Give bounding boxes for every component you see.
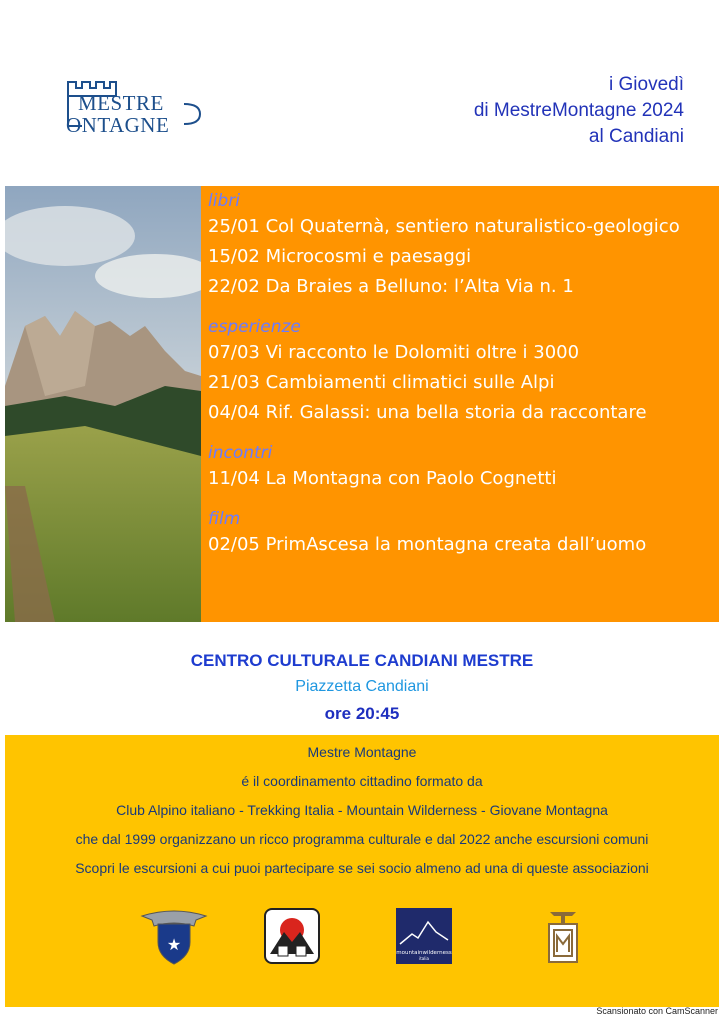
event-item: 21/03 Cambiamenti climatici sulle Alpi — [208, 372, 555, 393]
header-title — [474, 72, 684, 150]
category-label: libri — [208, 191, 240, 211]
logo-text-line2: ONTAGNE — [66, 113, 170, 137]
venue-name: CENTRO CULTURALE CANDIANI MESTRE — [190, 651, 534, 670]
program-group-film — [208, 508, 718, 560]
cai-logo — [140, 908, 208, 972]
category-label: film — [208, 509, 241, 529]
header-line-3: al Candiani — [588, 126, 684, 147]
event-item: 07/03 Vi racconto le Dolomiti oltre i 3000 — [208, 342, 580, 363]
mw-logo-text: mountainwilderness — [396, 950, 452, 956]
about-line: Mestre Montagne — [307, 744, 417, 760]
event-item: 15/02 Microcosmi e paesaggi — [208, 246, 472, 267]
logo-text-line1: MESTRE — [78, 91, 164, 115]
category-label: esperienze — [208, 317, 301, 337]
program-group-esperienze — [208, 316, 718, 428]
trekking-italia-logo — [264, 908, 320, 968]
scan-watermark: Scansionato con CamScanner — [596, 1006, 718, 1016]
giovane-montagna-logo — [546, 908, 580, 968]
mountain-wilderness-logo — [396, 908, 452, 968]
venue-place: Piazzetta Candiani — [295, 678, 429, 695]
header-line-1: i Giovedì — [609, 74, 684, 95]
event-item: 11/04 La Montagna con Paolo Cognetti — [208, 468, 557, 489]
program-group-libri — [208, 190, 718, 302]
mestre-montagne-logo — [66, 78, 206, 138]
venue-info — [0, 648, 724, 728]
about-line: Scopri le escursioni a cui puoi partecipare se sei socio almeno ad una di queste associazioni — [75, 860, 649, 876]
dolomites-photo — [5, 186, 201, 622]
program-list — [208, 190, 718, 574]
event-item: 22/02 Da Braies a Belluno: l’Alta Via n. 1 — [208, 276, 574, 297]
event-item: 25/01 Col Quaternà, sentiero naturalistico-geologico — [208, 216, 680, 237]
event-item: 02/05 PrimAscesa la montagna creata dall’uomo — [208, 534, 647, 555]
category-label: incontri — [208, 443, 273, 463]
about-line: Club Alpino italiano - Trekking Italia - Mountain Wilderness - Giovane Montagna — [116, 802, 608, 818]
about-line: é il coordinamento cittadino formato da — [241, 773, 483, 789]
program-group-incontri — [208, 442, 718, 494]
event-time: ore 20:45 — [324, 704, 400, 723]
svg-text:★: ★ — [166, 935, 182, 954]
about-line: che dal 1999 organizzano un ricco programma culturale e dal 2022 anche escursioni comuni — [75, 831, 649, 847]
header-line-2: di MestreMontagne 2024 — [473, 100, 684, 121]
event-item: 04/04 Rif. Galassi: una bella storia da raccontare — [208, 402, 647, 423]
about-text — [5, 738, 719, 883]
mw-logo-subtext: italia — [419, 956, 429, 961]
